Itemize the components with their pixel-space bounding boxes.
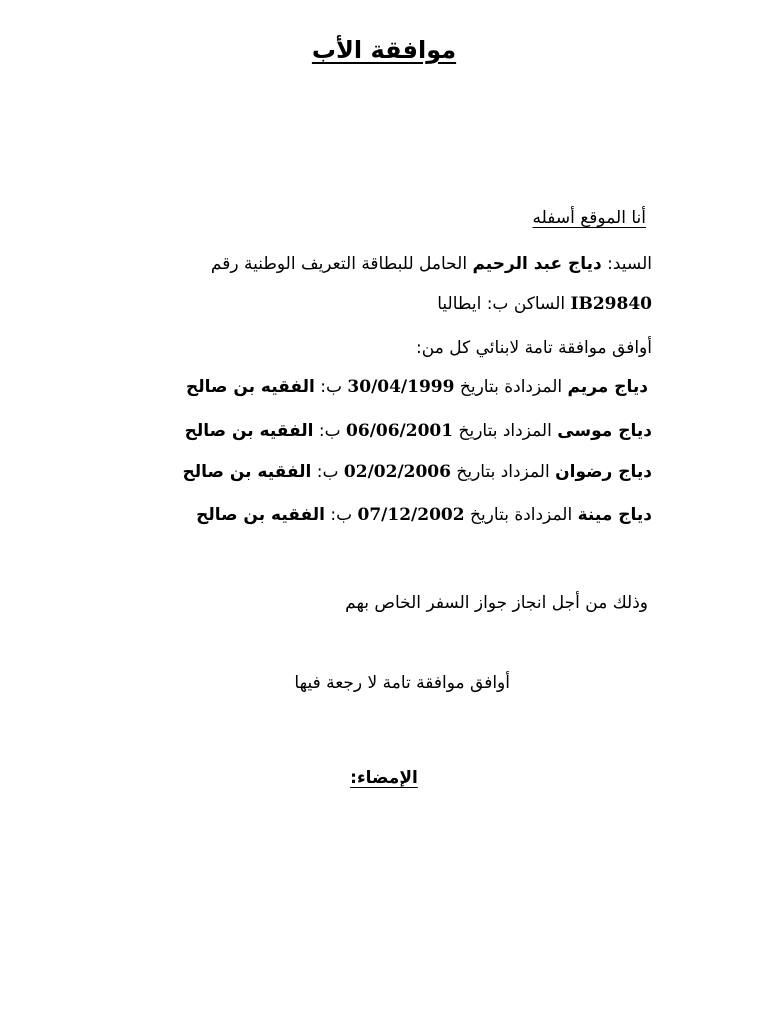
child-birth-date: 02/02/2006 bbox=[343, 462, 451, 482]
child-birth-date: 30/04/1999 bbox=[347, 377, 455, 397]
declarant-name: دياج عبد الرحيم bbox=[472, 254, 602, 274]
final-consent-line bbox=[294, 671, 510, 695]
child-name: دياج موسى bbox=[557, 421, 652, 441]
declarant-residence: الساكن ب: ايطاليا bbox=[437, 294, 566, 314]
declarant-prefix: السيد: bbox=[607, 254, 652, 274]
residence-line bbox=[437, 292, 652, 316]
intro-text: أنا الموقع أسفله bbox=[532, 208, 646, 228]
child-place-prefix: ب: bbox=[330, 505, 353, 525]
child-birth-place: الفقيه بن صالح bbox=[184, 421, 314, 441]
child-birth-date: 06/06/2001 bbox=[346, 421, 454, 441]
child-name: دياج مريم bbox=[567, 377, 648, 397]
child-name: دياج مينة bbox=[577, 505, 652, 525]
child-birth-date: 07/12/2002 bbox=[357, 505, 465, 525]
final-consent-text: أوافق موافقة تامة لا رجعة فيها bbox=[294, 673, 510, 693]
child-name: دياج رضوان bbox=[555, 462, 652, 482]
child-birth-place: الفقيه بن صالح bbox=[182, 462, 312, 482]
purpose-line bbox=[345, 591, 648, 615]
child-row bbox=[185, 419, 652, 443]
child-birth-place: الفقيه بن صالح bbox=[185, 377, 315, 397]
declarant-id-text: الحامل للبطاقة التعريف الوطنية رقم bbox=[210, 254, 468, 274]
child-birth-text: المزداد بتاريخ bbox=[456, 462, 550, 482]
intro-line bbox=[533, 206, 652, 230]
child-birth-text: المزداد بتاريخ bbox=[458, 421, 552, 441]
signature-line bbox=[0, 766, 768, 790]
child-place-prefix: ب: bbox=[320, 377, 342, 397]
child-row bbox=[182, 460, 652, 484]
consent-intro-text: أوافق موافقة تامة لابنائي كل من: bbox=[416, 338, 652, 358]
declarant-id-number: IB29840 bbox=[570, 294, 652, 314]
child-birth-place: الفقيه بن صالح bbox=[196, 505, 325, 525]
child-birth-text: المزدادة بتاريخ bbox=[459, 377, 563, 397]
child-place-prefix: ب: bbox=[318, 421, 341, 441]
child-birth-text: المزدادة بتاريخ bbox=[469, 505, 573, 525]
signature-label: الإمضاء: bbox=[350, 768, 418, 788]
consent-intro-line bbox=[416, 336, 652, 360]
child-place-prefix: ب: bbox=[316, 462, 339, 482]
child-row bbox=[196, 503, 652, 527]
document-title: موافقة الأب bbox=[311, 36, 457, 64]
declarant-line bbox=[211, 252, 652, 276]
child-row bbox=[186, 375, 648, 399]
purpose-text: وذلك من أجل انجاز جواز السفر الخاص بهم bbox=[345, 593, 648, 613]
